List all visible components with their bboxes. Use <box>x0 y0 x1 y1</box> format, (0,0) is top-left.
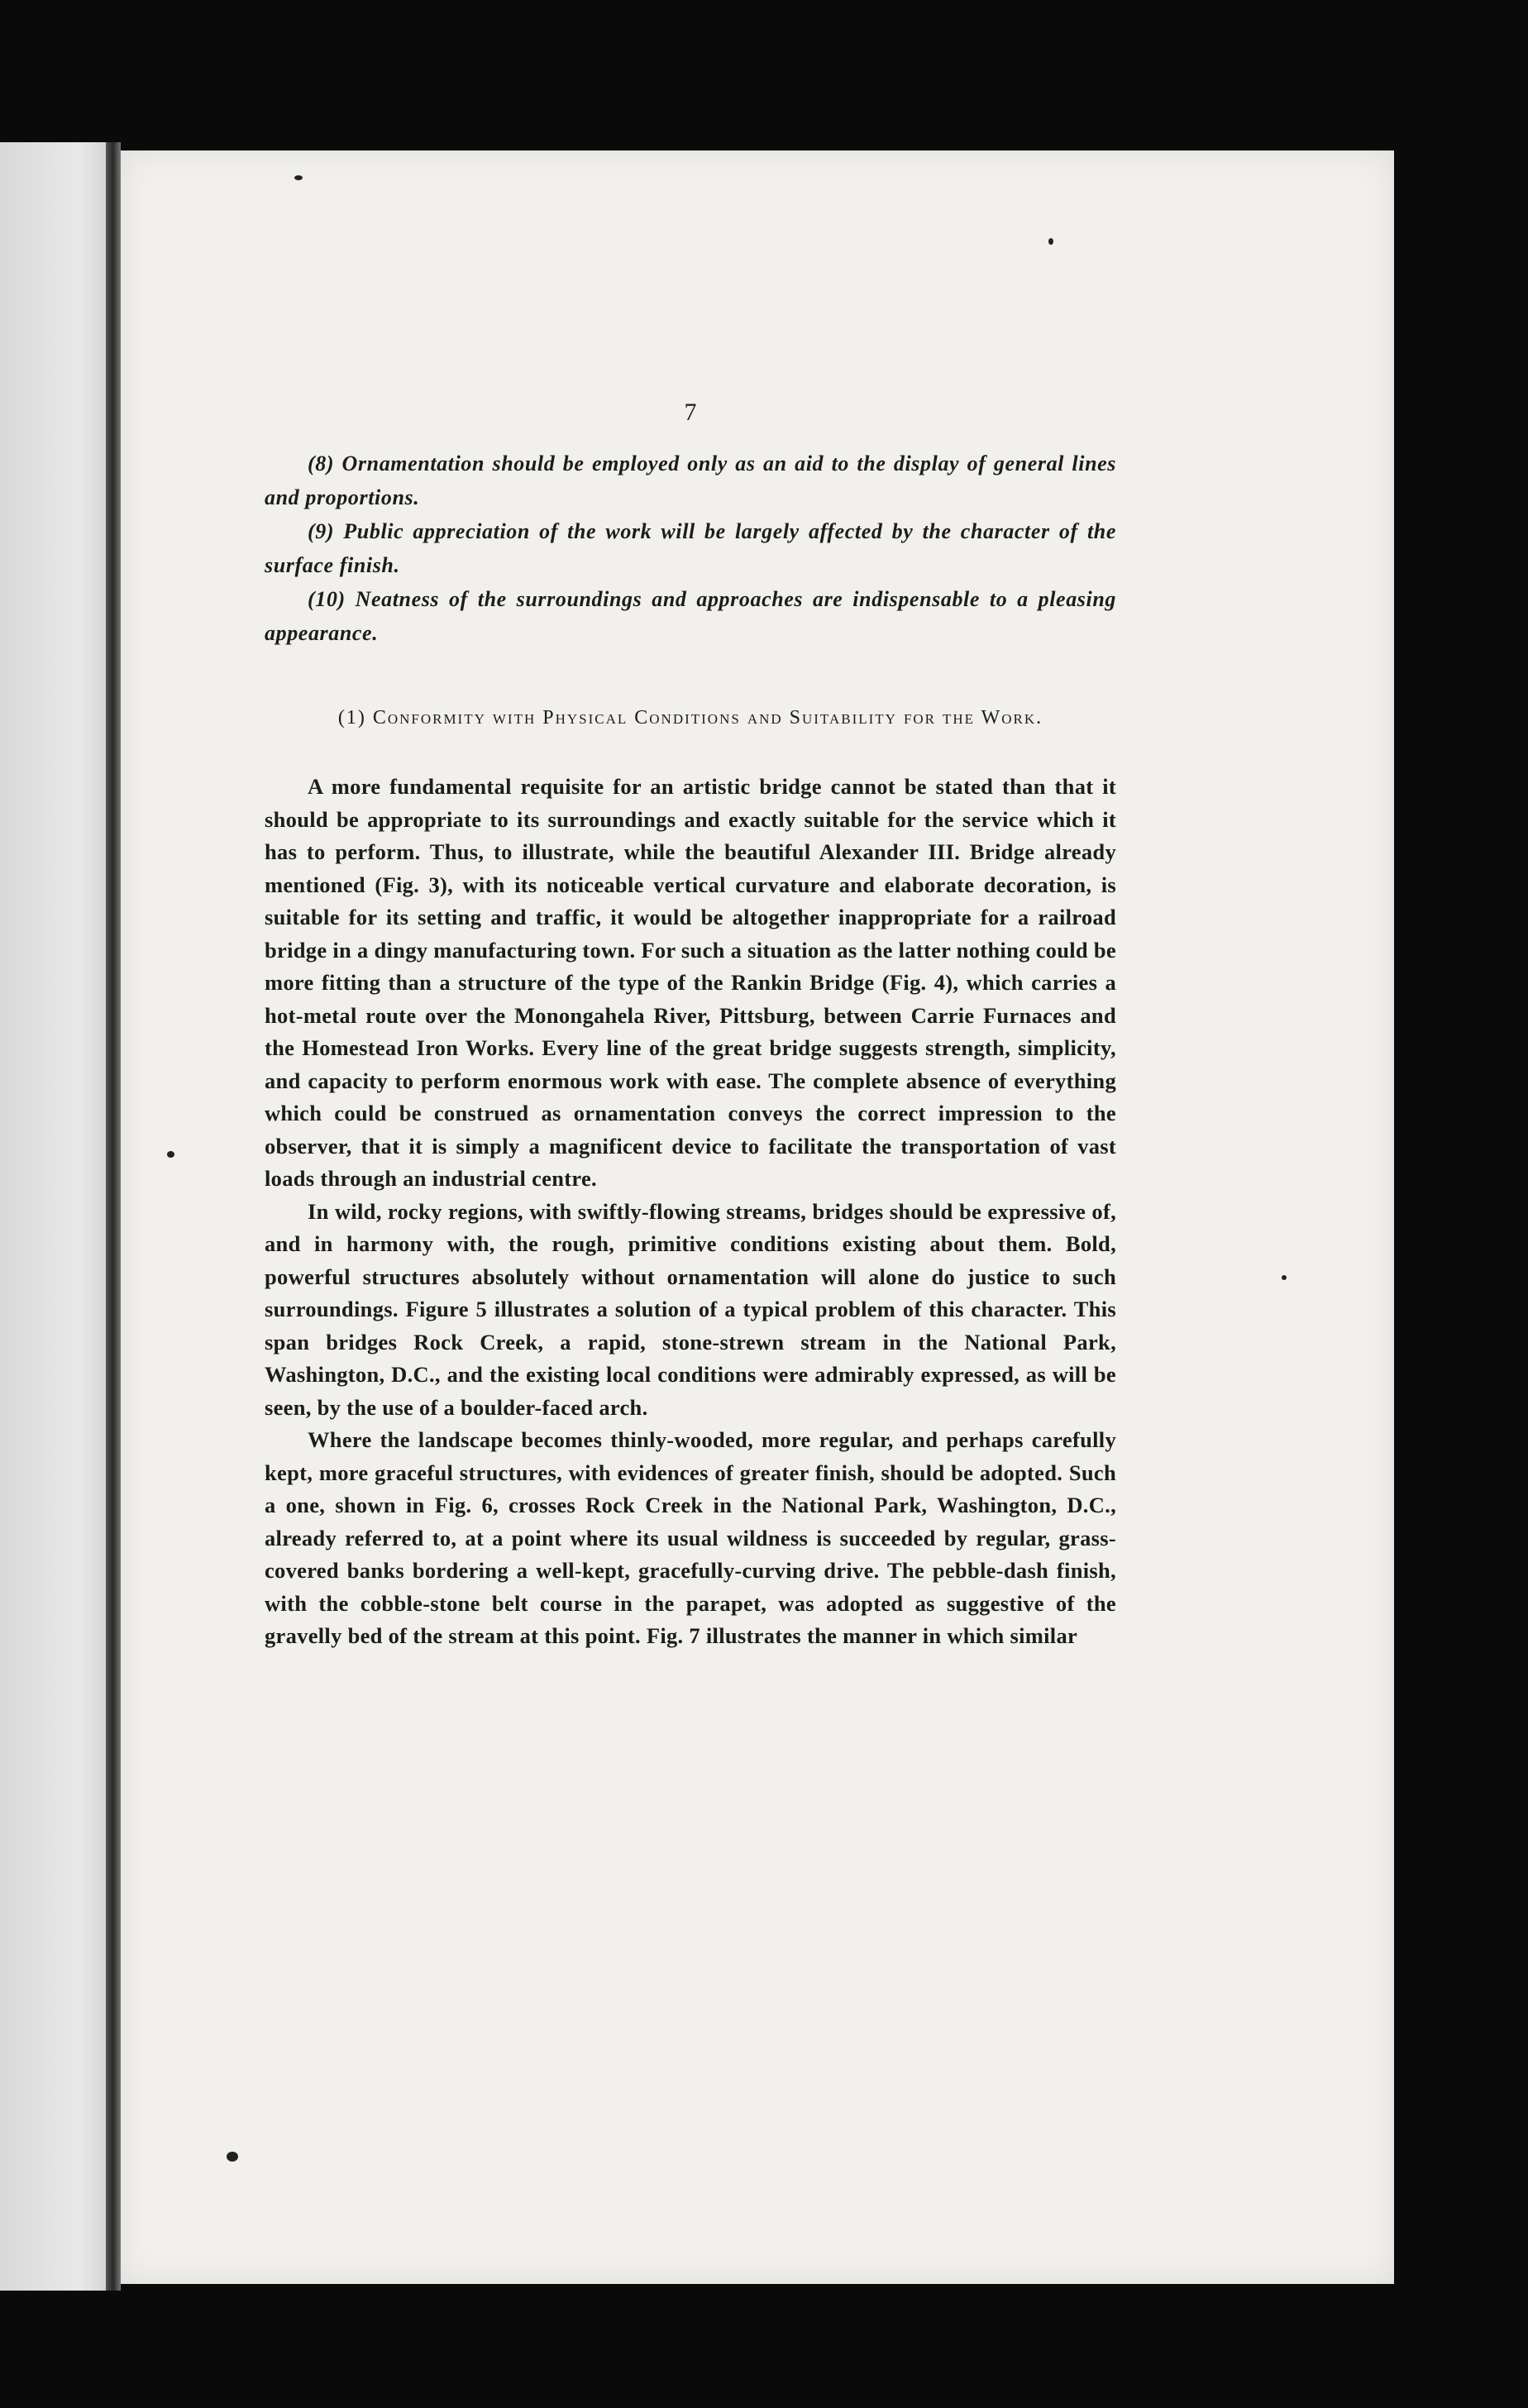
dust-speck <box>167 1151 174 1158</box>
section-heading: (1) Conformity with Physical Conditions and Suitability for the Work. <box>337 707 1043 729</box>
rule-8: (8) Ornamentation should be employed only as an aid to the display of general lines and proportions. <box>265 452 1116 509</box>
rule-9: (9) Public appreciation of the work will be largely affected by the character of the surface finish. <box>265 519 1116 577</box>
page-content <box>265 399 1116 1653</box>
paragraph-2: In wild, rocky regions, with swiftly-flowing streams, bridges should be expressive of, and in harmony with, the rough, primitive conditions existing about them. Bold, powerful structures absolutely without ornamentation will alone do justice to such surroundings. Figure 5 illustrates a solution of a typical problem of this character. This span bridges Rock Creek, a rapid, stone-strewn stream in the National Park, Washington, D.C., and the existing local conditions were admirably expressed, as will be seen, by the use of a boulder-faced arch. <box>265 1198 1116 1420</box>
page-sheet <box>121 150 1394 2284</box>
facing-page-edge <box>0 142 114 2291</box>
page-number: 7 <box>684 399 697 426</box>
dust-speck <box>294 175 303 180</box>
paragraph-3: Where the landscape becomes thinly-wooded, more regular, and perhaps carefully kept, more graceful structures, with evidences of greater finish, should be adopted. Such a one, shown in Fig. 6, crosses Rock Creek in the National Park, Washington, D.C., already referred to, at a point where its usual wildness is succeeded by regular, grass-covered banks bordering a well-kept, gracefully-curving drive. The pebble-dash finish, with the cobble-stone belt course in the parapet, was adopted as suggestive of the gravelly bed of the stream at this point. Fig. 7 illustrates the manner in which similar <box>265 1427 1116 1648</box>
dust-speck <box>1048 238 1053 245</box>
paragraph-1: A more fundamental requisite for an artistic bridge cannot be stated than that it should be appropriate to its surroundings and exactly suitable for the service which it has to perform. Thus, to illustrate, while the beautiful Alexander III. Bridge already mentioned (Fig. 3), with its noticeable vertical curvature and elaborate decoration, is suitable for its setting and traffic, it would be altogether inappropriate for a railroad bridge in a dingy manufacturing town. For such a situation as the latter nothing could be more fitting than a structure of the type of the Rankin Bridge (Fig. 4), which carries a hot-metal route over the Monongahela River, Pittsburg, between Carrie Furnaces and the Homestead Iron Works. Every line of the great bridge suggests strength, simplicity, and capacity to perform enormous work with ease. The complete absence of everything which could be construed as ornamentation conveys the correct impression to the observer, that it is simply a magnificent device to facilitate the transportation of vast loads through an industrial centre. <box>265 774 1116 1191</box>
rule-10: (10) Neatness of the surroundings and approaches are indispensable to a pleasing appearance. <box>265 587 1116 645</box>
dust-speck <box>227 2152 238 2162</box>
dust-speck <box>1282 1275 1287 1280</box>
binding-gutter <box>106 142 121 2291</box>
